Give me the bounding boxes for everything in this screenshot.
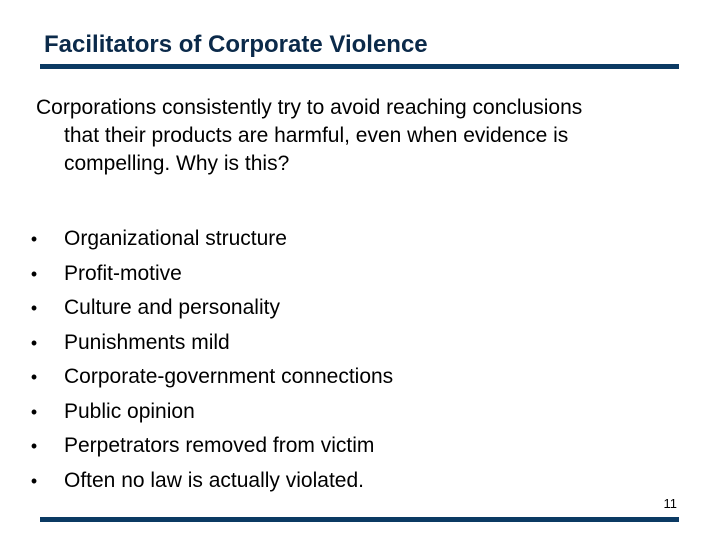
bullet-item bbox=[28, 429, 668, 464]
bullet-text: Culture and personality bbox=[64, 296, 280, 319]
bullet-text: Punishments mild bbox=[64, 330, 230, 354]
bullet-item bbox=[28, 395, 668, 430]
bullet-text: Profit-motive bbox=[64, 261, 182, 285]
bullet-text: Public opinion bbox=[64, 399, 195, 423]
footer-rule bbox=[40, 517, 679, 522]
bullet-icon: • bbox=[30, 298, 38, 318]
intro-line: compelling. Why is this? bbox=[64, 152, 290, 175]
title-underline-rule bbox=[40, 64, 679, 69]
page-number: 11 bbox=[663, 496, 677, 511]
intro-line: Corporations consistently try to avoid reaching conclusions bbox=[36, 96, 583, 119]
bullet-icon: • bbox=[30, 436, 38, 456]
bullet-icon: • bbox=[30, 470, 38, 491]
bullet-icon: • bbox=[30, 401, 38, 422]
intro-line: that their products are harmful, even when evidence is bbox=[64, 124, 569, 147]
bullet-icon: • bbox=[30, 229, 38, 249]
bullet-item bbox=[28, 291, 668, 326]
bullet-item bbox=[28, 326, 668, 361]
bullet-item bbox=[28, 257, 668, 292]
bullet-text: Perpetrators removed from victim bbox=[64, 434, 375, 457]
bullet-list bbox=[28, 222, 668, 498]
bullet-text: Often no law is actually violated. bbox=[64, 468, 364, 492]
bullet-item bbox=[28, 222, 668, 257]
bullet-item bbox=[28, 464, 668, 499]
bullet-item bbox=[28, 360, 668, 395]
bullet-text: Organizational structure bbox=[64, 227, 287, 250]
slide-title: Facilitators of Corporate Violence bbox=[44, 31, 428, 58]
bullet-icon: • bbox=[30, 263, 38, 284]
bullet-icon: • bbox=[30, 367, 38, 387]
bullet-text: Corporate-government connections bbox=[64, 365, 394, 388]
intro-paragraph bbox=[36, 94, 676, 178]
bullet-icon: • bbox=[30, 332, 38, 353]
